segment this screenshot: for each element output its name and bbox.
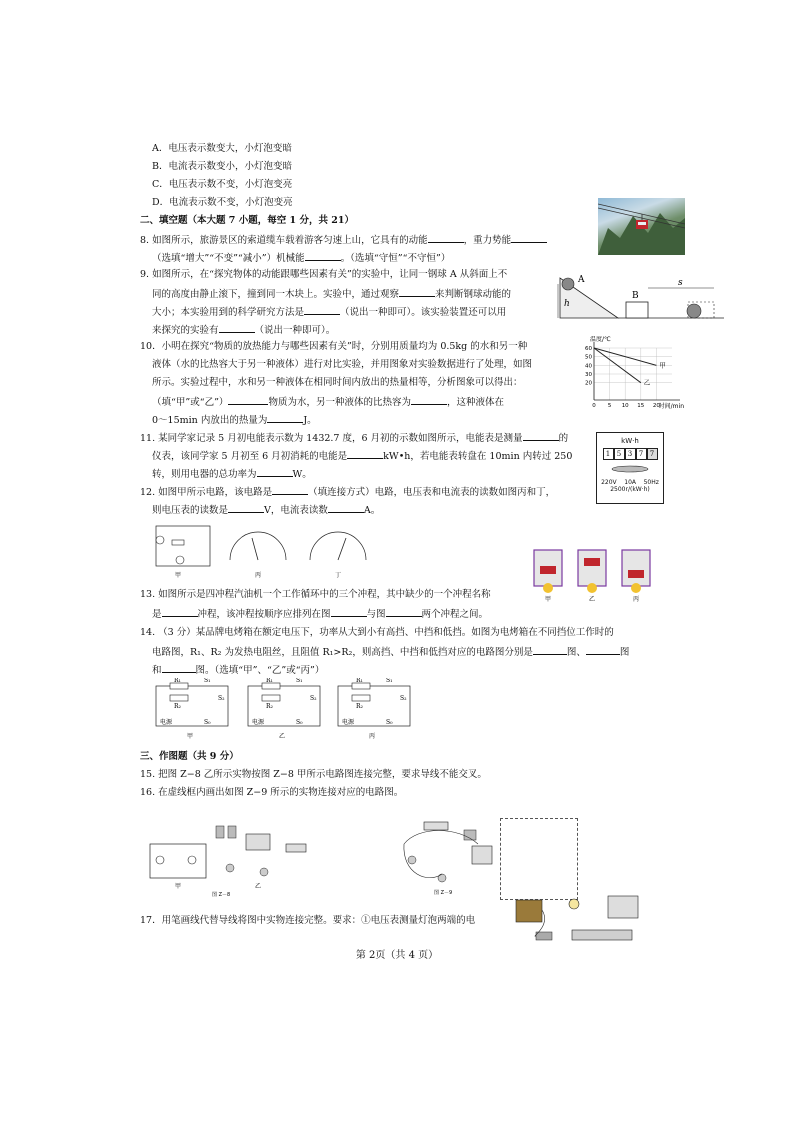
q9-line1: 9. 如图所示，在“探究物体的动能跟哪些因素有关”的实验中，让同一钢球 A 从斜面上不 [140, 269, 508, 280]
q14-text-2a: 电路图，R₁、R₂ 为发热电阻丝，且阻值 R₁>R₂，则高挡、中挡和低挡对应的电路图分别是 [152, 647, 533, 658]
q10-line1: 10．小明在探究“物质的放热能力与哪些因素有关”时，分别用质量均为 0.5kg 的水和另一种 [140, 341, 528, 352]
svg-text:甲: 甲 [544, 596, 552, 603]
meter-digit: 3 [625, 448, 636, 460]
q10-temperature-chart [572, 336, 690, 416]
q15-text: 15. 把图 Z−8 乙所示实物按图 Z−8 甲所示电路图连接完整，要求导线不能交叉。 [140, 769, 487, 780]
label-s: s [678, 278, 683, 288]
q8-line1 [140, 232, 547, 247]
svg-text:S₁: S₁ [386, 678, 393, 684]
q13-text-2b: 冲程，该冲程按顺序应排列在图 [197, 609, 331, 620]
q13-text-2d: 两个冲程之间。 [421, 609, 489, 620]
svg-text:R₂: R₂ [174, 703, 181, 710]
svg-text:S₀: S₀ [204, 719, 211, 726]
q16-text: 16. 在虚线框内画出如图 Z−9 所示的实物连接对应的电路图。 [140, 787, 404, 798]
fig-z8-jia: 甲 [174, 883, 182, 890]
q11-text-3a: 转，则用电器的总功率为 [152, 469, 257, 480]
q13-blank-3[interactable] [386, 606, 422, 617]
q9-ramp-figure [556, 270, 726, 322]
q12-text-2b: V，电流表读数 [264, 505, 328, 516]
q9-text-3a: 大小；本实验用到的科学研究方法是 [152, 307, 305, 318]
steel-ball-a [562, 278, 574, 290]
meter-spec-2: 2500r/(kW·h) [610, 486, 650, 493]
q13-line1: 13. 如图所示是四冲程汽油机一个工作循环中的三个冲程，其中缺少的一个冲程名称 [140, 589, 491, 600]
svg-text:乙: 乙 [588, 596, 596, 603]
q9-text-2b: 来判断钢球动能的 [435, 289, 512, 300]
q10-text-5b: J。 [303, 415, 317, 426]
q9-blank-3[interactable] [219, 322, 255, 333]
fig-label-ding: 丁 [334, 572, 342, 579]
svg-text:R₂: R₂ [356, 703, 363, 710]
q8-blank-2[interactable] [511, 232, 547, 243]
fig-z9-caption: 图 Z－9 [434, 890, 453, 896]
svg-text:R₁: R₁ [174, 678, 181, 684]
q14-oven-circuits [150, 678, 420, 742]
q13-blank-2[interactable] [331, 606, 367, 617]
q8-text-1b: ，重力势能 [463, 235, 512, 246]
fig-label-jia: 甲 [174, 572, 182, 579]
q10-line5 [152, 412, 317, 427]
q11-text-2b: kW•h，若电能表转盘在 10min 内转过 250 [383, 451, 573, 462]
meter-digits [597, 448, 663, 460]
svg-text:S₂: S₂ [400, 695, 407, 702]
option-b: B．电流表示数变小，小灯泡变暗 [152, 161, 292, 172]
q10-blank-3[interactable] [267, 412, 303, 423]
q14-blank-1[interactable] [533, 644, 567, 655]
page-footer: 第 2页（共 4 页） [355, 950, 439, 961]
q8-blank-1[interactable] [428, 232, 464, 243]
svg-text:S₁: S₁ [204, 678, 211, 684]
section-2-title: 二、填空题（本大题 7 小题，每空 1 分，共 21） [140, 215, 354, 226]
wood-block-b [626, 302, 648, 318]
engine-stroke-yi [578, 550, 606, 603]
q11-blank-3[interactable] [257, 466, 293, 477]
q8-text-1a: 8. 如图所示，旅游景区的索道缆车载着游客匀速上山，它具有的动能 [140, 235, 428, 246]
q11-line3 [152, 466, 312, 481]
q10-line3: 所示。实验过程中，水和另一种液体在相同时间内放出的热量相等，分析图象可以得出： [152, 377, 523, 388]
q12-blank-1[interactable] [272, 484, 308, 495]
q8-text-2a: （选填“增大”“不变”“减小”）机械能 [152, 253, 305, 264]
meter-digit: 7 [647, 448, 658, 460]
q12-text-2c: A。 [363, 505, 381, 516]
svg-text:S₁: S₁ [296, 678, 303, 684]
q11-text-1a: 11. 某同学家记录 5 月初电能表示数为 1432.7 度，6 月初的示数如图所示，电能表是测量 [140, 433, 523, 444]
q10-line2: 液体（水的比热容大于另一种液体）进行对比实验，并用图象对实验数据进行了处理，如图 [152, 359, 533, 370]
q9-blank-1[interactable] [399, 286, 435, 297]
y-tick-label: 20 [585, 380, 592, 387]
series-label: 乙 [643, 378, 651, 387]
meter-digit: 5 [614, 448, 625, 460]
x-axis-label: 时间/min [658, 403, 684, 410]
q11-line1 [140, 430, 568, 445]
option-c: C．电压表示数不变，小灯泡变亮 [152, 179, 293, 190]
meter-spec-1: 220V 10A 50Hz [601, 479, 659, 486]
svg-text:电源: 电源 [252, 719, 265, 726]
q11-blank-1[interactable] [523, 430, 559, 441]
fig-z8-caption: 图 Z－8 [212, 892, 231, 898]
q10-text-4a: （填“甲”或“乙”） [152, 397, 229, 408]
q9-text-3b: （说出一种即可）。该实验装置还可以用 [340, 307, 507, 318]
q13-line2 [152, 606, 488, 621]
q11-text-2a: 仪表，该同学家 5 月初至 6 月初消耗的电能是 [152, 451, 348, 462]
svg-text:R₁: R₁ [266, 678, 273, 684]
q12-meters-figure [150, 520, 390, 582]
option-d: D．电流表示数不变，小灯泡变亮 [152, 197, 293, 208]
meter-unit: kW·h [621, 437, 639, 445]
svg-text:S₂: S₂ [218, 695, 225, 702]
option-a: A．电压表示数变大，小灯泡变暗 [152, 143, 292, 154]
fig-z8-yi: 乙 [254, 883, 262, 890]
engine-stroke-bing [622, 550, 650, 603]
q8-blank-3[interactable] [305, 250, 341, 261]
q14-line2 [152, 644, 629, 659]
q12-blank-2[interactable] [228, 502, 264, 513]
engine-strokes-figure [528, 542, 658, 604]
meter-disc-icon [597, 463, 663, 475]
y-axis-label: 温度/℃ [590, 336, 611, 343]
meter-digit: 7 [636, 448, 647, 460]
section-3-title: 三、作图题（共 9 分） [140, 751, 239, 762]
electric-meter [596, 432, 664, 504]
svg-text:S₂: S₂ [310, 695, 317, 702]
q14-line1: 14. （3 分）某品牌电烤箱在额定电压下，功率从大到小有高挡、中挡和低挡。如图为电烤箱在不同挡位工作时的 [140, 627, 614, 638]
q13-blank-1[interactable] [162, 606, 198, 617]
svg-text:S₀: S₀ [386, 719, 393, 726]
q9-text-4b: （说出一种即可）。 [254, 325, 336, 336]
oven-circuit-yi [248, 678, 320, 740]
svg-text:R₂: R₂ [266, 703, 273, 710]
q8-line2 [152, 250, 450, 265]
engine-stroke-jia [534, 550, 562, 603]
svg-text:乙: 乙 [278, 733, 286, 740]
y-tick-label: 40 [585, 363, 592, 370]
q11-text-1b: 的 [558, 433, 569, 444]
svg-text:丙: 丙 [632, 596, 640, 603]
label-h: h [564, 299, 570, 309]
q12-line2 [152, 502, 380, 517]
q10-text-4c: ，这种液体在 [446, 397, 504, 408]
label-b: B [632, 291, 639, 301]
q10-blank-2[interactable] [411, 394, 447, 405]
q9-line2 [152, 286, 511, 301]
q17-figure [512, 890, 644, 946]
svg-text:S₀: S₀ [296, 719, 303, 726]
q12-blank-3[interactable] [328, 502, 364, 513]
label-a: A [578, 275, 585, 285]
q12-text-2a: 则电压表的读数是 [152, 505, 229, 516]
meter-digit: 1 [603, 448, 614, 460]
svg-text:甲: 甲 [186, 733, 194, 740]
q11-blank-2[interactable] [347, 448, 383, 459]
y-tick-label: 50 [585, 354, 592, 361]
q14-text-2b: 图、 [566, 647, 586, 658]
x-tick-label: 0 [592, 403, 596, 409]
q14-text-2c: 图 [619, 647, 630, 658]
svg-text:丙: 丙 [368, 733, 376, 740]
x-tick-label: 15 [637, 403, 645, 409]
cable-car-illustration [598, 198, 685, 255]
y-tick-label: 60 [585, 346, 592, 352]
svg-text:电源: 电源 [342, 719, 355, 726]
q12-text-1b: （填连接方式）电路，电压表和电流表的读数如图丙和丁， [308, 487, 556, 498]
series-label: 甲 [659, 361, 666, 370]
q10-blank-1[interactable] [228, 394, 268, 405]
q9-text-4a: 来探究的实验有 [152, 325, 219, 336]
q13-text-2c: 与图 [366, 609, 386, 620]
q9-blank-2[interactable] [304, 304, 340, 315]
q10-line4 [152, 394, 504, 409]
q14-blank-3[interactable] [162, 662, 196, 673]
q13-text-2a: 是 [152, 609, 162, 620]
q9-line3 [152, 304, 506, 319]
q11-line2 [152, 448, 572, 463]
q14-blank-2[interactable] [586, 644, 620, 655]
q14-line3 [152, 662, 324, 677]
svg-text:电源: 电源 [160, 719, 173, 726]
x-tick-label: 20 [652, 403, 660, 409]
oven-circuit-bing [338, 678, 410, 740]
y-tick-label: 30 [585, 372, 592, 378]
q14-text-3a: 和 [152, 665, 162, 676]
q12-text-1a: 12. 如图甲所示电路，该电路是 [140, 487, 273, 498]
q10-text-5a: 0～15min 内放出的热量为 [152, 415, 268, 426]
q9-line4 [152, 322, 335, 337]
cable-car-photo [598, 198, 685, 255]
fig-z9 [398, 814, 498, 898]
q11-text-3b: W。 [292, 469, 312, 480]
fig-label-bing: 丙 [254, 572, 262, 579]
q10-text-4b: 物质为水，另一种液体的比热容为 [268, 397, 411, 408]
x-tick-label: 10 [621, 403, 629, 409]
fig-z8 [146, 818, 316, 898]
svg-text:R₁: R₁ [356, 678, 363, 684]
q12-line1 [140, 484, 555, 499]
x-tick-label: 5 [607, 403, 612, 409]
q9-text-2a: 同的高度由静止滚下，撞到同一木块上。实验中，通过观察 [152, 289, 400, 300]
q17-text: 17．用笔画线代替导线将图中实物连接完整。要求：①电压表测量灯泡两端的电 [140, 915, 476, 926]
drawing-box[interactable] [500, 818, 578, 900]
q14-text-3b: 图。（选填“甲”、“乙”或“丙”） [195, 665, 325, 676]
q8-text-2b: 。（选填“守恒”“不守恒”） [340, 253, 451, 264]
oven-circuit-jia [156, 678, 228, 740]
